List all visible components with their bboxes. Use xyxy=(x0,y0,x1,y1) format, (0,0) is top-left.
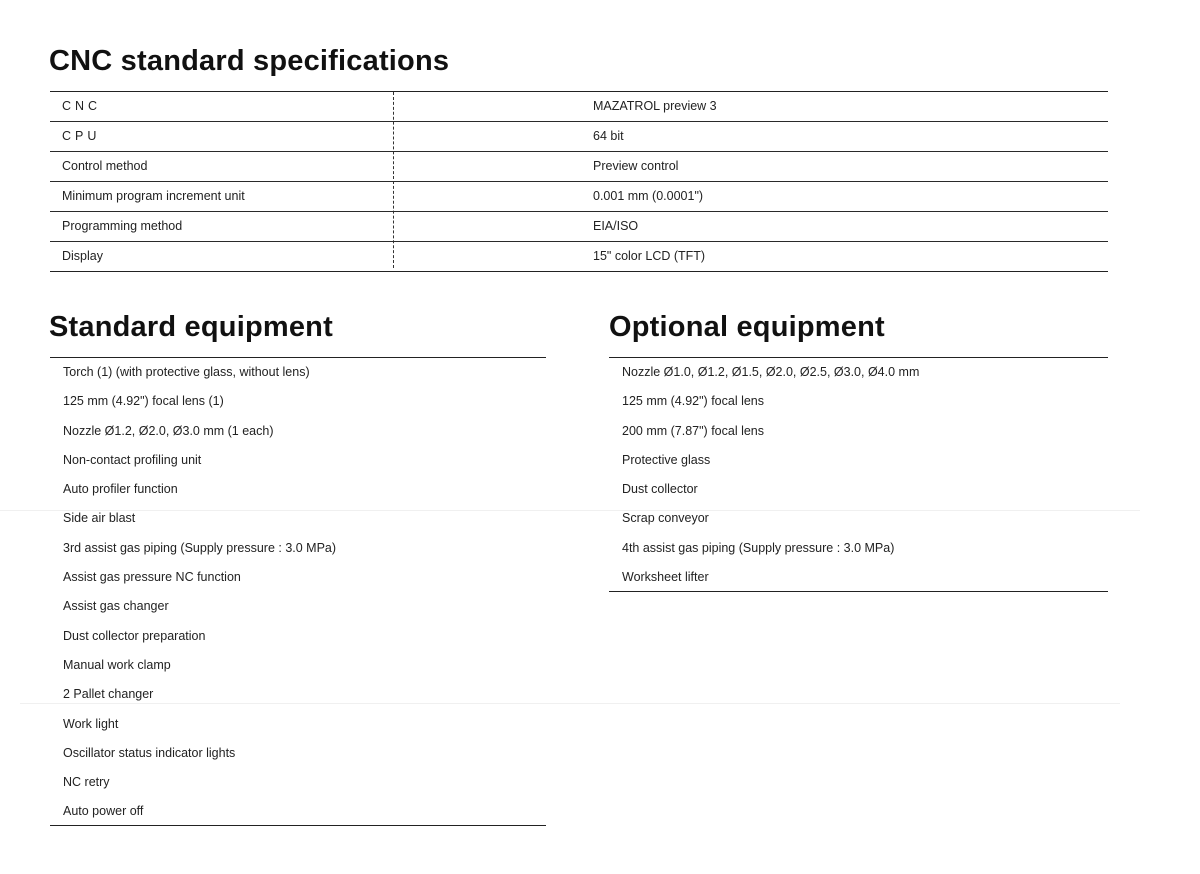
spec-value: MAZATROL preview 3 xyxy=(593,99,717,113)
standard-equipment-list xyxy=(50,357,546,826)
list-item: 3rd assist gas piping (Supply pressure : 3.0 MPa) xyxy=(63,540,337,555)
list-item: Nozzle Ø1.2, Ø2.0, Ø3.0 mm (1 each) xyxy=(63,423,274,438)
list-item: Side air blast xyxy=(63,511,136,526)
spec-row xyxy=(50,212,1108,242)
list-item: Manual work clamp xyxy=(63,657,171,672)
list-item: Nozzle Ø1.0, Ø1.2, Ø1.5, Ø2.0, Ø2.5, Ø3.0, Ø4.0 mm xyxy=(622,365,920,379)
spec-label: Minimum program increment unit xyxy=(62,189,245,203)
spec-label: CNC xyxy=(62,99,102,113)
optional-equipment-list xyxy=(609,357,1108,592)
list-item: Dust collector preparation xyxy=(63,628,206,643)
list-item: Worksheet lifter xyxy=(622,570,709,585)
spec-label: Display xyxy=(62,249,103,263)
list-item: Auto profiler function xyxy=(63,482,178,497)
list-item: NC retry xyxy=(63,775,110,790)
list-item: 2 Pallet changer xyxy=(63,687,154,702)
list-item: 200 mm (7.87") focal lens xyxy=(622,423,764,438)
spec-row xyxy=(50,92,1108,122)
optional-equipment-title: Optional equipment xyxy=(609,311,885,343)
spec-value: 64 bit xyxy=(593,129,624,143)
list-item: Assist gas changer xyxy=(63,599,169,614)
spec-value: 0.001 mm (0.0001") xyxy=(593,189,704,203)
cnc-specs-title: CNC standard specifications xyxy=(49,45,450,77)
list-item: Scrap conveyor xyxy=(622,511,709,526)
list-item: 125 mm (4.92") focal lens (1) xyxy=(63,394,224,409)
list-item: Dust collector xyxy=(622,482,698,497)
cnc-specs-table xyxy=(50,91,1108,272)
spec-label: CPU xyxy=(62,129,101,143)
spec-value: EIA/ISO xyxy=(593,219,639,233)
list-item: Work light xyxy=(63,716,119,731)
list-item: Auto power off xyxy=(63,804,144,819)
spec-value: Preview control xyxy=(593,159,679,173)
list-item: Non-contact profiling unit xyxy=(63,452,202,467)
spec-row xyxy=(50,182,1108,212)
spec-row xyxy=(50,242,1108,272)
spec-row xyxy=(50,152,1108,182)
list-item: Protective glass xyxy=(622,452,711,467)
list-item: 4th assist gas piping (Supply pressure : 3.0 MPa) xyxy=(622,540,895,555)
standard-equipment-title: Standard equipment xyxy=(49,311,333,343)
spec-value: 15" color LCD (TFT) xyxy=(593,249,706,263)
list-item: 125 mm (4.92") focal lens xyxy=(622,394,764,409)
list-item: Torch (1) (with protective glass, without lens) xyxy=(63,365,310,379)
list-item: Assist gas pressure NC function xyxy=(63,570,241,585)
list-item: Oscillator status indicator lights xyxy=(63,745,236,760)
spec-label: Programming method xyxy=(62,219,183,233)
spec-label: Control method xyxy=(62,159,148,173)
spec-row xyxy=(50,122,1108,152)
